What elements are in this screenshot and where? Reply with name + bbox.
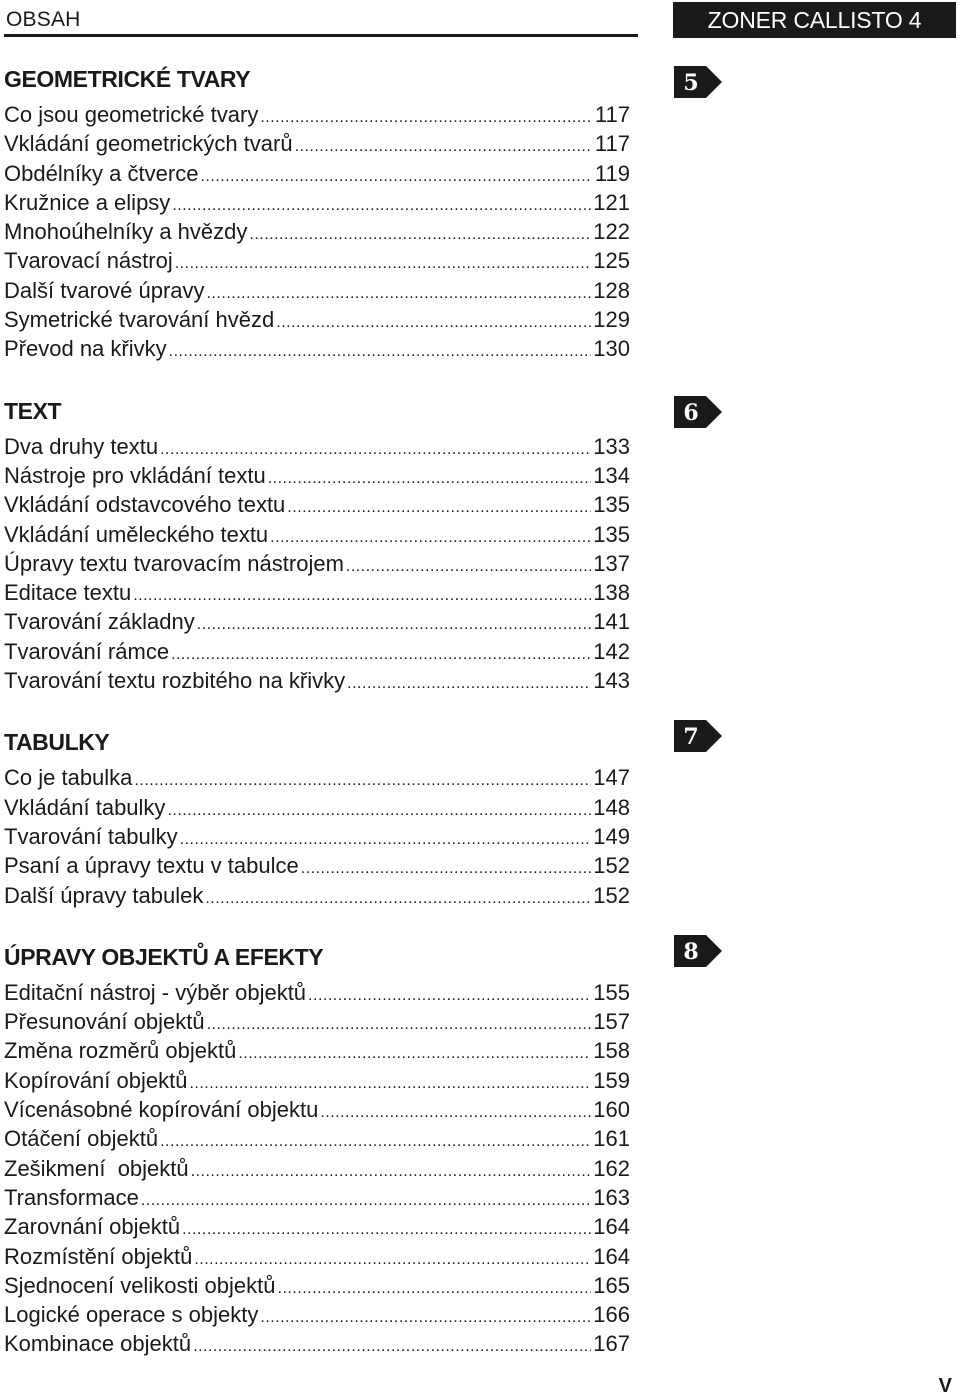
entry-title: Přesunování objektů <box>4 1009 205 1035</box>
dot-leader <box>278 1274 592 1303</box>
dot-leader <box>268 464 592 493</box>
toc-section <box>4 62 630 364</box>
toc-entry[interactable] <box>4 851 630 880</box>
dot-leader <box>197 610 592 639</box>
entry-page-number: 161 <box>593 1126 630 1152</box>
dot-leader <box>270 523 591 552</box>
entry-page-number: 137 <box>593 550 630 576</box>
entry-page-number: 152 <box>593 853 630 879</box>
entry-title: Další tvarové úpravy <box>4 277 205 303</box>
dot-leader <box>260 103 592 132</box>
toc-entry[interactable] <box>4 246 630 275</box>
entry-title: Další úpravy tabulek <box>4 882 204 908</box>
entry-page-number: 143 <box>593 668 630 694</box>
entry-page-number: 130 <box>593 336 630 362</box>
dot-leader <box>169 337 592 366</box>
dot-leader <box>191 1157 592 1186</box>
toc-entry[interactable] <box>4 1300 630 1329</box>
entry-page-number: 125 <box>593 248 630 274</box>
entry-title: Tvarování textu rozbitého na křivky <box>4 668 346 694</box>
toc-section <box>4 725 630 909</box>
dot-leader <box>182 1215 591 1244</box>
toc-entry[interactable] <box>4 432 630 461</box>
dot-leader <box>346 552 591 581</box>
entry-title: Vícenásobné kopírování objektu <box>4 1097 319 1123</box>
entry-title: Vkládání geometrických tvarů <box>4 131 293 157</box>
chapter-number: 8 <box>683 939 699 965</box>
toc-entry[interactable] <box>4 188 630 217</box>
toc-entry[interactable] <box>4 217 630 246</box>
toc-entry[interactable] <box>4 1036 630 1065</box>
entry-title: Tvarování základny <box>4 609 195 635</box>
entry-page-number: 163 <box>593 1184 630 1210</box>
entry-title: Rozmístění objektů <box>4 1243 193 1269</box>
toc-entry[interactable] <box>4 1007 630 1036</box>
toc-entry[interactable] <box>4 305 630 334</box>
entry-title: Změna rozměrů objektů <box>4 1038 237 1064</box>
toc-entry[interactable] <box>4 100 630 129</box>
entry-title: Mnohoúhelníky a hvězdy <box>4 219 248 245</box>
section-heading: GEOMETRICKÉ TVARY <box>4 66 251 92</box>
dot-leader <box>160 435 591 464</box>
toc-entry[interactable] <box>4 520 630 549</box>
dot-leader <box>160 1127 591 1156</box>
toc-entry[interactable] <box>4 666 630 695</box>
chapter-number: 7 <box>683 724 699 750</box>
dot-leader <box>347 669 591 698</box>
toc-entry[interactable] <box>4 1212 630 1241</box>
dot-leader <box>238 1039 591 1068</box>
chapter-badge-icon <box>674 935 722 967</box>
dot-leader <box>295 132 592 161</box>
chapter-badge-icon <box>674 66 722 98</box>
toc-entry[interactable] <box>4 1329 630 1358</box>
dot-leader <box>260 1303 591 1332</box>
dot-leader <box>193 1332 591 1361</box>
entry-page-number: 134 <box>593 462 630 488</box>
toc-entry[interactable] <box>4 1066 630 1095</box>
dot-leader <box>287 493 591 522</box>
dot-leader <box>276 308 591 337</box>
toc-entry[interactable] <box>4 978 630 1007</box>
page-number: V <box>938 1375 952 1397</box>
toc-entry[interactable] <box>4 607 630 636</box>
entry-page-number: 133 <box>593 433 630 459</box>
entry-title: Editace textu <box>4 580 132 606</box>
toc-entry[interactable] <box>4 578 630 607</box>
toc-entry[interactable] <box>4 276 630 305</box>
entry-title: Editační nástroj - výběr objektů <box>4 979 307 1005</box>
entry-page-number: 166 <box>593 1302 630 1328</box>
entry-page-number: 117 <box>594 131 630 157</box>
toc-entry[interactable] <box>4 1124 630 1153</box>
entry-page-number: 117 <box>594 102 630 127</box>
dot-leader <box>189 1069 591 1098</box>
toc-entry[interactable] <box>4 1183 630 1212</box>
entry-page-number: 158 <box>593 1038 630 1064</box>
entry-title: Nástroje pro vkládání textu <box>4 462 266 488</box>
entry-page-number: 149 <box>593 823 630 849</box>
entry-title: Dva druhy textu <box>4 433 159 459</box>
dot-leader <box>180 825 592 854</box>
entry-page-number: 162 <box>593 1155 630 1181</box>
section-heading: TABULKY <box>4 729 110 756</box>
toc-entry[interactable] <box>4 334 630 363</box>
entry-title: Tvarování rámce <box>4 638 170 664</box>
chapter-badge-icon <box>674 720 722 752</box>
entry-page-number: 164 <box>593 1243 630 1269</box>
entry-page-number: 160 <box>593 1097 630 1123</box>
table-of-contents <box>4 62 630 1359</box>
dot-leader <box>301 854 592 883</box>
entry-title: Vkládání odstavcového textu <box>4 492 286 518</box>
toc-entry[interactable] <box>4 637 630 666</box>
entry-title: Úpravy textu tvarovacím nástrojem <box>4 550 344 576</box>
dot-leader <box>171 640 591 669</box>
toc-entry[interactable] <box>4 881 630 910</box>
entry-title: Tvarování tabulky <box>4 823 178 849</box>
entry-title: Zarovnání objektů <box>4 1214 181 1240</box>
entry-title: Zešikmení objektů <box>4 1155 189 1181</box>
entry-title: Co jsou geometrické tvary <box>4 102 259 127</box>
dot-leader <box>249 220 591 249</box>
dot-leader <box>207 279 592 308</box>
toc-entry[interactable] <box>4 822 630 851</box>
toc-entry[interactable] <box>4 1154 630 1183</box>
entry-page-number: 129 <box>593 307 630 333</box>
chapter-number: 5 <box>683 70 699 96</box>
entry-title: Co je tabulka <box>4 765 133 791</box>
entry-page-number: 119 <box>594 160 630 186</box>
entry-page-number: 155 <box>593 979 630 1005</box>
toc-entry[interactable] <box>4 129 630 158</box>
entry-page-number: 138 <box>593 580 630 606</box>
entry-title: Kružnice a elipsy <box>4 189 171 215</box>
entry-page-number: 164 <box>593 1214 630 1240</box>
dot-leader <box>207 1010 592 1039</box>
entry-title: Transformace <box>4 1184 139 1210</box>
dot-leader <box>172 191 591 220</box>
dot-leader <box>141 1186 591 1215</box>
entry-page-number: 142 <box>593 638 630 664</box>
entry-title: Psaní a úpravy textu v tabulce <box>4 853 299 879</box>
entry-title: Symetrické tvarování hvězd <box>4 307 275 333</box>
toc-entry[interactable] <box>4 549 630 578</box>
toc-entry[interactable] <box>4 159 630 188</box>
chapter-number: 6 <box>683 400 699 426</box>
dot-leader <box>134 766 591 795</box>
header-left-title: OBSAH <box>6 8 81 31</box>
entry-page-number: 135 <box>593 521 630 547</box>
entry-page-number: 122 <box>593 219 630 245</box>
dot-leader <box>175 249 592 278</box>
toc-section <box>4 940 630 1359</box>
toc-section <box>4 394 630 696</box>
entry-page-number: 148 <box>593 794 630 820</box>
entry-page-number: 152 <box>593 882 630 908</box>
header-rule <box>4 34 638 37</box>
entry-page-number: 128 <box>593 277 630 303</box>
dot-leader <box>194 1245 591 1274</box>
entry-title: Logické operace s objekty <box>4 1302 259 1328</box>
header-book-title: ZONER CALLISTO 4 <box>673 2 956 38</box>
dot-leader <box>320 1098 591 1127</box>
entry-title: Tvarovací nástroj <box>4 248 173 274</box>
entry-page-number: 141 <box>593 609 630 635</box>
toc-entry[interactable] <box>4 1242 630 1271</box>
dot-leader <box>308 981 591 1010</box>
entry-title: Kopírování objektů <box>4 1067 188 1093</box>
entry-title: Vkládání uměleckého textu <box>4 521 269 547</box>
entry-title: Kombinace objektů <box>4 1331 192 1357</box>
entry-page-number: 165 <box>593 1272 630 1298</box>
toc-entry[interactable] <box>4 490 630 519</box>
dot-leader <box>167 796 591 825</box>
entry-page-number: 147 <box>593 765 630 791</box>
toc-entry[interactable] <box>4 793 630 822</box>
section-heading: ÚPRAVY OBJEKTŮ A EFEKTY <box>4 943 324 970</box>
entry-page-number: 135 <box>593 492 630 518</box>
chapter-badge-icon <box>674 396 722 428</box>
entry-page-number: 159 <box>593 1067 630 1093</box>
toc-entry[interactable] <box>4 461 630 490</box>
entry-page-number: 121 <box>593 189 630 215</box>
entry-page-number: 167 <box>593 1331 630 1357</box>
entry-title: Převod na křivky <box>4 336 167 362</box>
section-heading: TEXT <box>4 397 62 424</box>
toc-entry[interactable] <box>4 763 630 792</box>
entry-title: Otáčení objektů <box>4 1126 159 1152</box>
entry-title: Obdélníky a čtverce <box>4 160 199 186</box>
dot-leader <box>205 884 591 913</box>
toc-entry[interactable] <box>4 1095 630 1124</box>
entry-title: Sjednocení velikosti objektů <box>4 1272 276 1298</box>
entry-page-number: 157 <box>593 1009 630 1035</box>
entry-title: Vkládání tabulky <box>4 794 166 820</box>
dot-leader <box>200 162 592 191</box>
dot-leader <box>133 581 591 610</box>
toc-entry[interactable] <box>4 1271 630 1300</box>
